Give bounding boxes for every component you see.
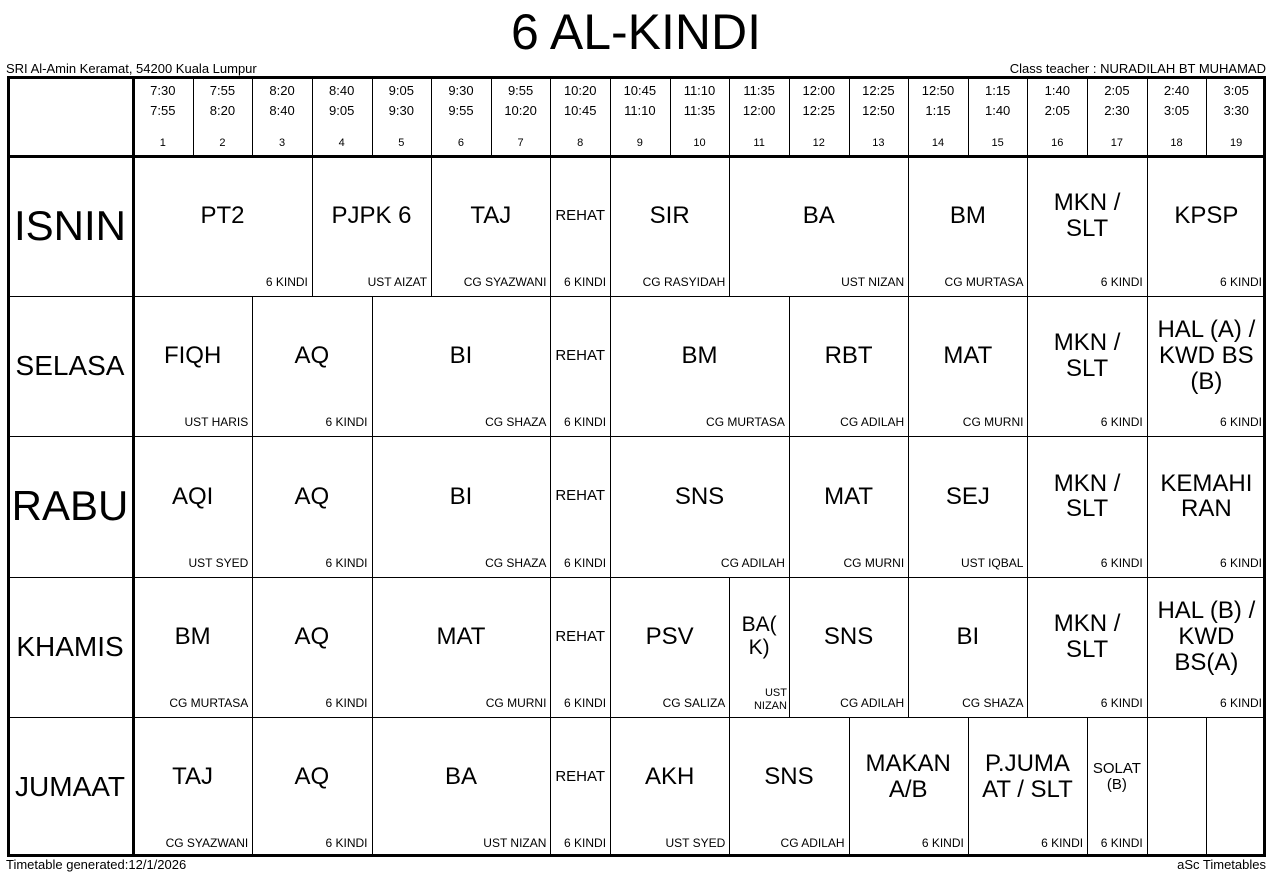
lesson-teacher: CG MURNI	[485, 695, 547, 710]
lesson-subject: TAJ	[470, 202, 512, 230]
lesson-teacher: UST HARIS	[184, 415, 249, 430]
period-start: 8:20	[269, 83, 295, 98]
lesson-teacher: 6 KINDI	[1100, 836, 1143, 850]
period-start: 1:40	[1044, 83, 1070, 98]
lesson-teacher: CG MURTASA	[706, 415, 785, 430]
generated-note: Timetable generated:12/1/2026	[6, 857, 187, 872]
period-number: 19	[1230, 137, 1243, 149]
lesson-divider	[1027, 296, 1028, 436]
lesson-subject: REHAT	[555, 347, 606, 365]
period-number: 12	[812, 137, 825, 149]
lesson-subject: SIR	[649, 202, 690, 230]
lesson-subject: BI	[956, 622, 980, 650]
lesson-subject: MKN / SLT	[1053, 329, 1121, 383]
period-divider	[252, 76, 253, 156]
lesson-subject: REHAT	[555, 627, 606, 645]
period-time	[968, 81, 1028, 121]
lesson-subject: AKH	[644, 762, 695, 790]
period-start: 9:05	[388, 83, 414, 98]
lesson-divider	[610, 156, 611, 296]
period-divider	[1087, 76, 1088, 156]
lesson-divider	[550, 156, 551, 296]
lesson-teacher: 6 KINDI	[325, 415, 368, 430]
period-time	[133, 81, 193, 121]
period-end: 2:05	[1044, 103, 1070, 118]
lesson-teacher: CG MURTASA	[944, 275, 1024, 290]
period-start: 9:30	[448, 83, 474, 98]
period-end: 1:40	[984, 103, 1011, 118]
period-start: 3:05	[1223, 83, 1249, 98]
lesson-teacher: CG ADILAH	[840, 695, 905, 710]
period-time	[1087, 81, 1147, 121]
period-time	[550, 81, 610, 121]
lesson-divider	[610, 717, 611, 857]
lesson-subject: REHAT	[555, 767, 606, 785]
lesson-divider	[789, 577, 790, 717]
lesson-subject: SNS	[764, 762, 814, 790]
lesson-teacher: 6 KINDI	[325, 836, 368, 850]
lesson-teacher: UST NIZAN	[753, 686, 787, 712]
lesson-subject: BA( K)	[741, 613, 777, 659]
lesson-subject: BM	[681, 342, 718, 370]
period-end: 8:40	[269, 103, 295, 118]
lesson-divider	[550, 577, 551, 717]
lesson-subject: REHAT	[555, 207, 606, 224]
lesson-divider	[252, 436, 253, 576]
header-divider	[7, 155, 1266, 158]
period-number: 11	[753, 137, 765, 149]
software-credit: aSc Timetables	[1177, 857, 1266, 872]
period-end: 12:25	[802, 103, 836, 118]
lesson-subject: BA	[444, 762, 477, 790]
period-start: 12:50	[921, 83, 955, 98]
lesson-divider	[372, 436, 373, 576]
lesson-subject: AQ	[294, 762, 330, 790]
lesson-divider	[1147, 436, 1148, 576]
lesson-subject	[1208, 721, 1264, 833]
lesson-teacher: 6 KINDI	[564, 415, 607, 430]
lesson-teacher: 6 KINDI	[1100, 275, 1143, 290]
lesson-teacher: UST NIZAN	[483, 836, 547, 850]
lesson-teacher: CG MURNI	[962, 415, 1024, 430]
lesson-divider	[252, 577, 253, 717]
period-divider	[1027, 76, 1028, 156]
lesson-teacher: 6 KINDI	[1100, 695, 1143, 710]
lesson-teacher: CG SHAZA	[962, 695, 1024, 710]
period-start: 7:55	[209, 83, 236, 98]
lesson-divider	[1147, 577, 1148, 717]
period-start: 12:25	[862, 83, 895, 98]
period-divider	[789, 76, 790, 156]
lesson-subject: HAL (A) / KWD BS (B)	[1157, 316, 1256, 396]
lesson-divider	[908, 577, 909, 717]
period-number: 4	[338, 137, 345, 149]
row-divider	[7, 296, 1266, 297]
period-end: 12:50	[862, 103, 895, 118]
lesson-teacher: CG SYAZWANI	[463, 275, 547, 290]
lesson-teacher: CG SHAZA	[485, 555, 547, 570]
school-address: SRI Al-Amin Keramat, 54200 Kuala Lumpur	[6, 61, 257, 76]
lesson-teacher: 6 KINDI	[564, 555, 607, 570]
day-label: SELASA	[15, 350, 125, 382]
lesson-subject: KPSP	[1174, 202, 1239, 230]
period-divider	[1206, 76, 1207, 156]
lesson-teacher: CG MURTASA	[169, 695, 249, 710]
period-end: 11:35	[683, 103, 716, 118]
period-number: 7	[517, 137, 524, 149]
period-end: 9:05	[329, 103, 355, 118]
lesson-divider	[789, 436, 790, 576]
lesson-teacher: 6 KINDI	[1219, 275, 1262, 290]
period-time	[789, 81, 849, 121]
period-start: 10:45	[623, 83, 657, 98]
period-end: 8:20	[209, 103, 236, 118]
period-divider	[729, 76, 730, 156]
period-number: 6	[457, 137, 465, 149]
lesson-teacher: 6 KINDI	[325, 695, 368, 710]
period-end: 9:30	[388, 103, 414, 118]
lesson-teacher: 6 KINDI	[1219, 695, 1262, 710]
lesson-divider	[908, 296, 909, 436]
lesson-divider	[550, 717, 551, 857]
period-end: 11:10	[624, 103, 656, 118]
period-start: 8:40	[329, 83, 355, 98]
period-time	[729, 81, 789, 121]
lesson-subject: BM	[174, 622, 211, 650]
period-start: 9:55	[507, 83, 534, 98]
period-start: 7:30	[150, 83, 176, 98]
lesson-teacher: CG SHAZA	[485, 415, 547, 430]
lesson-teacher: 6 KINDI	[1041, 836, 1084, 850]
period-end: 12:00	[742, 103, 776, 118]
lesson-divider	[908, 436, 909, 576]
lesson-divider	[252, 717, 253, 857]
lesson-subject: AQI	[171, 482, 214, 510]
period-divider	[610, 76, 611, 156]
lesson-subject: SNS	[674, 482, 725, 510]
period-number: 8	[577, 137, 584, 149]
period-end: 10:45	[563, 103, 597, 118]
lesson-subject: MAT	[436, 622, 486, 650]
period-divider	[968, 76, 969, 156]
period-divider	[550, 76, 551, 156]
period-start: 2:05	[1104, 83, 1130, 98]
lesson-subject: SNS	[823, 622, 874, 650]
lesson-subject: FIQH	[163, 342, 222, 370]
lesson-divider	[1147, 296, 1148, 436]
lesson-subject: MAT	[824, 482, 873, 510]
period-divider	[1147, 76, 1148, 156]
lesson-teacher: CG SALIZA	[662, 695, 726, 710]
period-start: 1:15	[984, 83, 1011, 98]
row-divider	[7, 717, 1266, 718]
period-divider	[491, 76, 492, 156]
grid-border-bottom	[7, 854, 1266, 857]
lesson-divider	[610, 436, 611, 576]
period-start: 12:00	[802, 83, 836, 98]
row-divider	[7, 436, 1266, 437]
period-time	[908, 81, 968, 121]
period-number: 10	[693, 137, 706, 149]
lesson-divider	[1087, 717, 1088, 857]
period-start: 10:20	[563, 83, 597, 98]
lesson-divider	[1027, 577, 1028, 717]
lesson-teacher: 6 KINDI	[1219, 555, 1262, 570]
lesson-subject: MKN / SLT	[1053, 469, 1121, 523]
period-time	[1027, 81, 1087, 121]
lesson-teacher: 6 KINDI	[564, 695, 607, 710]
day-label: ISNIN	[13, 202, 126, 250]
period-end: 9:55	[448, 103, 474, 118]
lesson-subject: KEMAHI RAN	[1160, 469, 1253, 523]
period-divider	[670, 76, 671, 156]
lesson-teacher: CG ADILAH	[780, 836, 845, 850]
period-divider	[312, 76, 313, 156]
period-start: 2:40	[1163, 83, 1190, 98]
lesson-subject: HAL (B) / KWD BS(A)	[1157, 596, 1256, 676]
lesson-divider	[1206, 717, 1207, 857]
lesson-subject: PSV	[645, 622, 694, 650]
lesson-teacher: CG RASYIDAH	[642, 275, 726, 290]
period-number: 15	[991, 137, 1004, 149]
lesson-divider	[372, 717, 373, 857]
grid-border-right	[1263, 76, 1266, 857]
period-start: 11:35	[743, 83, 775, 98]
period-start: 11:10	[683, 83, 716, 98]
period-divider	[431, 76, 432, 156]
row-divider	[7, 577, 1266, 578]
period-number: 16	[1051, 137, 1064, 149]
lesson-subject: MKN / SLT	[1053, 189, 1121, 243]
lesson-teacher: UST AIZAT	[367, 275, 428, 290]
lesson-subject: AQ	[294, 622, 330, 650]
day-label: JUMAAT	[15, 770, 125, 802]
period-end: 3:30	[1223, 103, 1249, 118]
period-number: 2	[219, 137, 226, 149]
day-label: KHAMIS	[16, 630, 124, 662]
lesson-subject: AQ	[294, 342, 330, 370]
period-time	[670, 81, 730, 121]
lesson-divider	[729, 577, 730, 717]
lesson-divider	[908, 156, 909, 296]
lesson-divider	[312, 156, 313, 296]
lesson-divider	[1147, 156, 1148, 296]
lesson-subject: MAT	[943, 342, 993, 370]
period-number: 17	[1110, 137, 1124, 149]
period-end: 2:30	[1104, 103, 1130, 118]
lesson-teacher: CG ADILAH	[720, 555, 785, 570]
lesson-subject: REHAT	[555, 487, 606, 505]
period-divider	[908, 76, 909, 156]
period-time	[372, 81, 432, 121]
class-teacher: Class teacher : NURADILAH BT MUHAMAD	[1009, 61, 1266, 76]
lesson-teacher: UST SYED	[665, 836, 726, 850]
lesson-divider	[610, 296, 611, 436]
lesson-teacher: 6 KINDI	[1100, 555, 1143, 570]
lesson-divider	[550, 436, 551, 576]
lesson-subject: BA	[802, 202, 835, 230]
day-label: RABU	[11, 482, 129, 530]
lesson-teacher: 6 KINDI	[921, 836, 964, 850]
lesson-subject: RBT	[824, 342, 873, 370]
lesson-subject	[1149, 721, 1205, 833]
period-time	[252, 81, 312, 121]
lesson-subject: PT2	[200, 202, 245, 230]
lesson-subject: BM	[949, 202, 986, 230]
period-time	[849, 81, 909, 121]
lesson-teacher: CG SYAZWANI	[165, 836, 249, 850]
period-time	[1147, 81, 1207, 121]
period-number: 9	[636, 137, 643, 149]
period-time	[312, 81, 372, 121]
day-column-divider	[132, 76, 135, 857]
lesson-divider	[789, 296, 790, 436]
lesson-teacher: 6 KINDI	[325, 555, 368, 570]
period-time	[431, 81, 491, 121]
lesson-subject: SEJ	[945, 482, 990, 510]
lesson-teacher: UST SYED	[188, 555, 249, 570]
lesson-subject: MKN / SLT	[1053, 609, 1121, 663]
period-number: 3	[279, 137, 286, 149]
lesson-divider	[610, 577, 611, 717]
lesson-subject: TAJ	[172, 762, 214, 790]
lesson-teacher: 6 KINDI	[1100, 415, 1143, 430]
period-time	[610, 81, 670, 121]
lesson-divider	[372, 296, 373, 436]
lesson-subject: BI	[449, 482, 473, 510]
lesson-divider	[372, 577, 373, 717]
grid-border-top	[7, 76, 1266, 79]
lesson-subject: SOLAT (B)	[1092, 759, 1141, 793]
period-time	[491, 81, 551, 121]
period-number: 1	[159, 137, 166, 149]
period-end: 3:05	[1163, 103, 1190, 118]
lesson-subject: MAKAN A/B	[865, 749, 951, 803]
period-time	[193, 81, 253, 121]
period-number: 5	[398, 137, 405, 149]
lesson-subject: AQ	[294, 482, 330, 510]
lesson-divider	[431, 156, 432, 296]
period-divider	[193, 76, 194, 156]
lesson-divider	[550, 296, 551, 436]
lesson-divider	[1027, 436, 1028, 576]
lesson-subject: PJPK 6	[331, 202, 412, 230]
lesson-teacher: CG ADILAH	[840, 415, 905, 430]
page-title: 6 AL-KINDI	[510, 4, 762, 60]
period-end: 10:20	[504, 103, 537, 118]
grid-border-left	[7, 76, 10, 857]
lesson-teacher: UST IQBAL	[960, 555, 1024, 570]
lesson-divider	[729, 717, 730, 857]
period-number: 18	[1170, 137, 1183, 149]
period-end: 1:15	[925, 103, 951, 118]
lesson-divider	[1027, 156, 1028, 296]
period-time	[1206, 81, 1266, 121]
period-number: 13	[872, 137, 885, 149]
lesson-teacher: CG MURNI	[843, 555, 905, 570]
lesson-divider	[1147, 717, 1148, 857]
lesson-divider	[968, 717, 969, 857]
lesson-teacher: 6 KINDI	[564, 836, 607, 850]
period-divider	[849, 76, 850, 156]
lesson-divider	[729, 156, 730, 296]
lesson-teacher: UST NIZAN	[841, 275, 905, 290]
period-number: 14	[931, 137, 945, 149]
lesson-teacher: 6 KINDI	[564, 275, 607, 290]
period-end: 7:55	[150, 103, 176, 118]
lesson-divider	[252, 296, 253, 436]
lesson-subject: P.JUMA AT / SLT	[982, 749, 1073, 803]
lesson-divider	[849, 717, 850, 857]
lesson-subject: BI	[449, 342, 473, 370]
lesson-teacher: 6 KINDI	[1219, 415, 1262, 430]
period-divider	[372, 76, 373, 156]
lesson-teacher: 6 KINDI	[265, 275, 308, 290]
